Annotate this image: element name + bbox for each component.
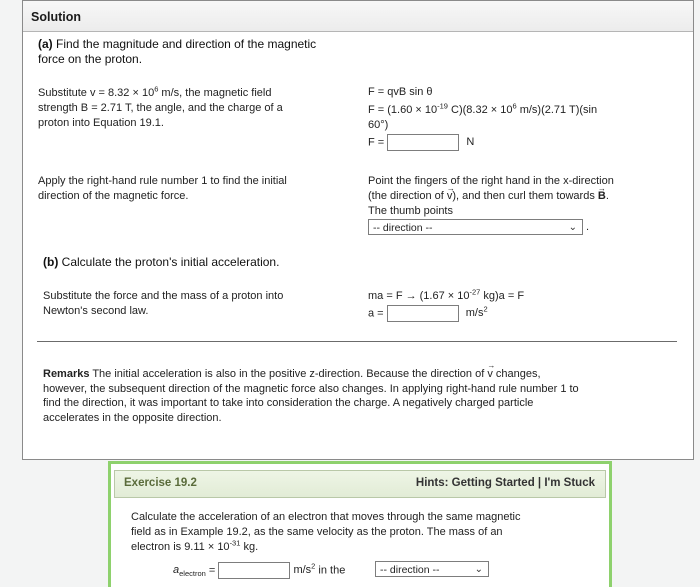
acceleration-answer-row: $a = m/s^2$ bbox=[368, 305, 688, 322]
chevron-down-icon: ⌄ bbox=[474, 564, 483, 575]
force-substitution: $F = (1.60 \times 10^{-19}$ $C)(8.32 \times 10^6$ m/s)(2.71 T)(sin 60°) bbox=[368, 101, 598, 131]
step-newtons-law: Substitute the force and the mass of a proton into Newton's second law. bbox=[43, 290, 284, 317]
force-answer-row: F = N bbox=[368, 134, 688, 151]
rhr-explanation: Point the fingers of the right hand in the x-direction (the direction of → v), and then curl them towards → B. The thumb points bbox=[368, 174, 688, 219]
exercise-header bbox=[114, 470, 606, 498]
exercise-title: Exercise 19.2 bbox=[124, 477, 197, 489]
part-a-label: (a) bbox=[38, 37, 53, 51]
remarks-label: Remarks bbox=[43, 368, 90, 380]
step-substitute: Substitute $v = 8.32 \times 10^6$ m/s, the magnetic field strength B = 2.71 T, the angle, and the charge of a proton into Equation 19.1. bbox=[38, 84, 283, 129]
part-a-question-line2: force on the proton. bbox=[38, 52, 143, 66]
step-right-hand-rule: Apply the right-hand rule number 1 to find the initial direction of the magnetic force. bbox=[38, 175, 287, 202]
section-divider bbox=[37, 341, 677, 342]
electron-direction-select[interactable]: -- direction -- ⌄ bbox=[375, 561, 489, 577]
solution-title: Solution bbox=[31, 10, 81, 24]
part-a-question bbox=[38, 37, 368, 67]
solution-header bbox=[23, 1, 693, 32]
hints-links[interactable]: Hints: Getting Started | I'm Stuck bbox=[415, 477, 595, 489]
force-equations bbox=[368, 85, 688, 151]
exercise-prompt: Calculate the acceleration of an electron that moves through the same magnetic field as in Example 19.2, as the same velocity as the proton. The mass of an electron is $9.11 \times 10^{-31}$ kg. bbox=[131, 511, 521, 553]
part-a-question-line1: Find the magnitude and direction of the magnetic bbox=[56, 37, 317, 51]
part-b-question: (b) Calculate the proton's initial acceleration. bbox=[43, 255, 280, 269]
newton-substitution: ma = $F \to (1.67 \times 10^{-27}$ kg)a = F bbox=[368, 287, 525, 302]
acceleration-answer-input[interactable] bbox=[387, 305, 459, 322]
force-answer-input[interactable] bbox=[387, 134, 459, 151]
part-b-label: (b) bbox=[43, 255, 59, 269]
chevron-down-icon: ⌄ bbox=[568, 222, 577, 233]
velocity-vector-symbol: → v bbox=[447, 189, 453, 204]
remarks-paragraph: Remarks The initial acceleration is also in the positive z-direction. Because the direction of → v changes, however, the subsequent direction of the magnetic force also changes. In applying right-hand rule number 1 to find the direction, it was important to take into consideration the charge. A negatively charged particle accelerates in the opposite direction. bbox=[43, 367, 683, 425]
exercise-answer-row: $a_{electron} = m/s^2$ in the bbox=[173, 561, 346, 579]
acceleration-equations bbox=[368, 289, 688, 322]
electron-accel-unit: $m/s^2$ bbox=[293, 561, 316, 577]
acceleration-unit: $m/s^2$ bbox=[465, 304, 488, 320]
force-formula: F = qvB sin θ bbox=[368, 86, 433, 98]
electron-acceleration-input[interactable] bbox=[218, 562, 290, 579]
exercise-panel bbox=[108, 461, 612, 587]
force-unit: N bbox=[466, 136, 475, 149]
b-field-vector-symbol: → B bbox=[598, 189, 606, 204]
electron-accel-label: $a_{electron}$ bbox=[173, 564, 206, 579]
solution-panel: Solution (a) Find the magnitude and direction of the magnetic force on the proton. Substitute $v = 8.32 \times 10^6$ m/s, the magnetic field strength B = 2.71 T, the angle, and the charge of a proton into Equation 19.1. F = qvB sin θ $F = (1.60 \times 10^{-19}$ $C)(8.32 \times 10^6$ m/s)(2.71 T)(sin 60°) F = N Apply the right-hand rule number 1 to find the initial direction of the magnetic force. Point the fingers of the right hand in the x-direction (the direction of → v), and then curl them towards → B. The thumb points -- direction -- ⌄ . (b) Calculate the proton's initial acceleration. Substitute the force and the mass of a proton into Newton's second law. ma = $F \to (1.67 \times 10^{-27}$ kg)a = F $a = m/s^2$ Remarks The initial acceleration is also in the positive z-direction. Because the direction of → v changes, however, the subsequent direction of the magnetic force also changes. In applying right-hand rule number 1 to find the direction, it was important to take into consideration the charge. A negatively charged particle accelerates in the opposite direction. bbox=[22, 0, 694, 460]
force-direction-select[interactable]: -- direction -- ⌄ bbox=[368, 219, 583, 235]
